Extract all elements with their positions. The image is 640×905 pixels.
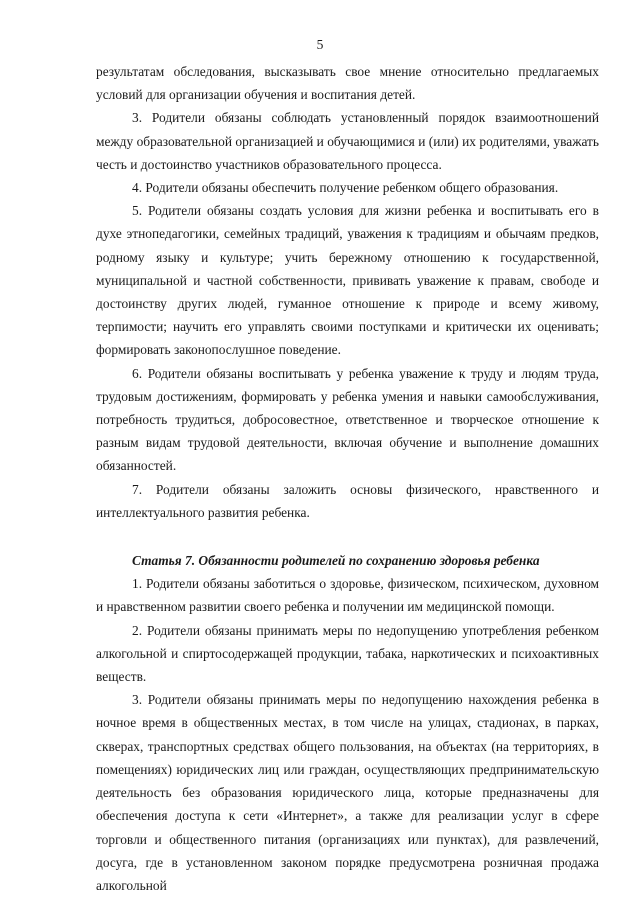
paragraph-item-4: 4. Родители обязаны обеспечить получение ребенком общего образования. [132,180,559,196]
paragraph-item-6: 6. Родители обязаны воспитывать у ребенка уважение к труду и людям труда, трудовым достижениям, формировать у ребенка умения и навыки самообслуживания, потребность трудиться, добросовестное, ответственное и творческое отношение к разным видам трудовой деятельности, включая обучение и выполнение домашних обязанностей. [96,365,599,474]
article-paragraph-2: 2. Родители обязаны принимать меры по недопущению употребления ребенком алкогольной и спиртосодержащей продукции, табака, наркотических и психоактивных веществ. [96,622,599,685]
document-body [96,60,599,897]
paragraph-item-5: 5. Родители обязаны создать условия для жизни ребенка и воспитывать его в духе этнопедагогики, семейных традиций, уважения к традициям и обычаям предков, родному языку и культуре; учить бережному отношению к государственной, муниципальной и частной собственности, прививать уважение к правам, свободе и достоинству других людей, гуманное отношение к природе и всему живому, терпимости; научить его управлять своими поступками и критически их оценивать; формировать законопослушное поведение. [96,203,599,358]
page-number: 5 [316,37,324,52]
article-paragraph-3: 3. Родители обязаны принимать меры по недопущению нахождения ребенка в ночное время в общественных местах, в том числе на улицах, стадионах, в парках, скверах, транспортных средствах общего пользования, на объектах (на территориях, в помещениях) юридических лиц или граждан, осуществляющих предпринимательскую деятельность без образования юридического лица, которые предназначены для обеспечения доступа к сети «Интернет», а также для реализации услуг в сфере торговли и общественного питания (организациях или пунктах), для развлечений, досуга, где в установленном законом порядке предусмотрена розничная продажа алкогольной [96,692,599,893]
paragraph-item-3: 3. Родители обязаны соблюдать установленный порядок взаимоотношений между образовательной организацией и обучающимися и (или) их родителями, уважать честь и достоинство участников образовательного процесса. [96,110,599,172]
article-paragraph-1: 1. Родители обязаны заботиться о здоровье, физическом, психическом, духовном и нравственном развитии своего ребенка и получении им медицинской помощи. [96,576,599,615]
paragraph-item-7: 7. Родители обязаны заложить основы физического, нравственного и интеллектуального развития ребенка. [96,481,599,520]
paragraph-continuation: результатам обследования, высказывать свое мнение относительно предлагаемых условий для организации обучения и воспитания детей. [96,64,599,103]
article-heading: Статья 7. Обязанности родителей по сохранению здоровья ребенка [132,553,540,569]
